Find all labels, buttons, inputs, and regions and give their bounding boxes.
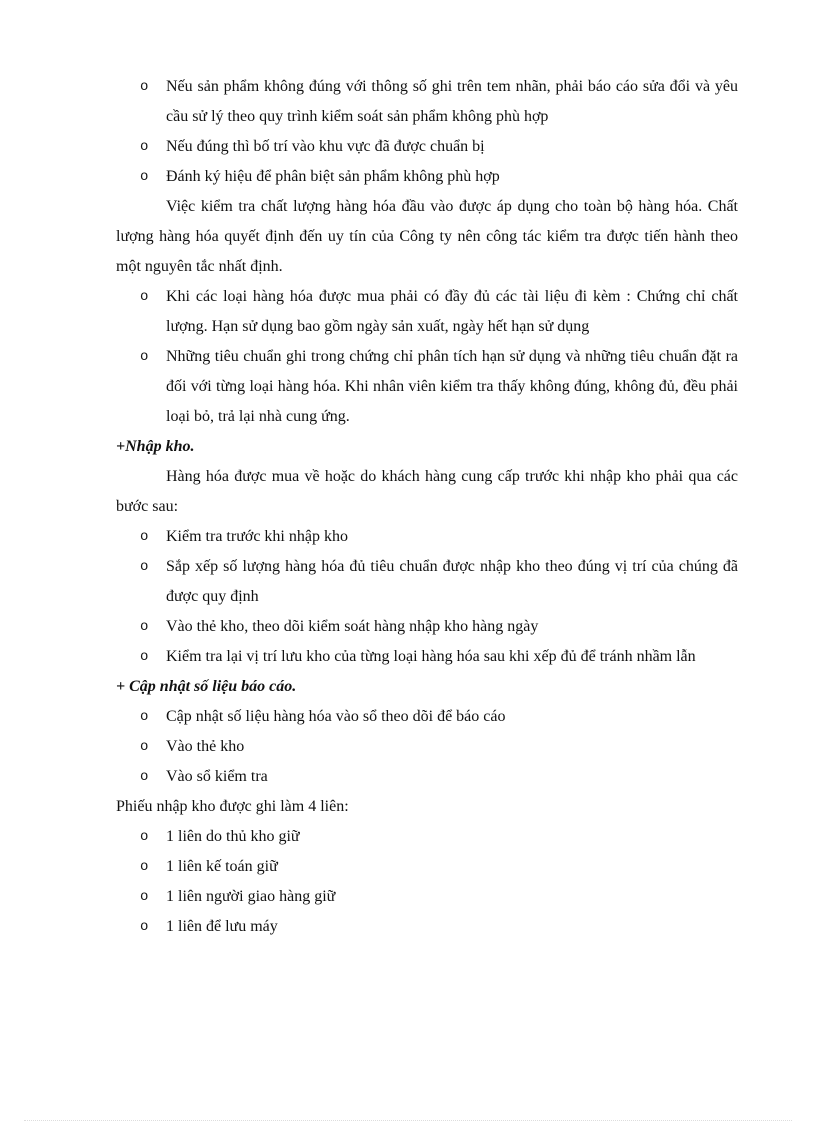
bullet-list-nhap-kho-steps — [116, 522, 738, 672]
list-item: o Vào thẻ kho, theo dõi kiểm soát hàng nhập kho hàng ngày — [116, 612, 738, 642]
bullet-list-cap-nhat — [116, 702, 738, 792]
bullet-icon: o — [140, 289, 149, 305]
bullet-icon: o — [140, 769, 149, 785]
bullet-icon: o — [140, 169, 149, 185]
list-item: o Sắp xếp số lượng hàng hóa đủ tiêu chuẩn được nhập kho theo đúng vị trí của chúng đã được quy định — [116, 552, 738, 612]
list-item: o Khi các loại hàng hóa được mua phải có đầy đủ các tài liệu đi kèm : Chứng chỉ chất lượng. Hạn sử dụng bao gồm ngày sản xuất, ngày hết hạn sử dụng — [116, 282, 738, 342]
bullet-icon: o — [140, 559, 149, 575]
section-heading-cap-nhat: + Cập nhật số liệu báo cáo. — [116, 678, 297, 695]
bullet-icon: o — [140, 529, 149, 545]
list-item: o Nếu sản phẩm không đúng với thông số ghi trên tem nhãn, phải báo cáo sửa đổi và yêu cầu sử lý theo quy trình kiểm soát sản phẩm không phù hợp — [116, 72, 738, 132]
section-heading-nhap-kho: +Nhập kho. — [116, 438, 195, 455]
document-page — [116, 72, 738, 942]
paragraph-nhap-kho: Hàng hóa được mua về hoặc do khách hàng cung cấp trước khi nhập kho phải qua các bước sau: — [116, 468, 738, 515]
list-item: o Đánh ký hiệu để phân biệt sản phẩm không phù hợp — [116, 162, 738, 192]
bullet-icon: o — [140, 619, 149, 635]
list-item: o Vào thẻ kho — [116, 732, 738, 762]
list-item: o 1 liên người giao hàng giữ — [116, 882, 738, 912]
paragraph-phieu-nhap-kho: Phiếu nhập kho được ghi làm 4 liên: — [116, 798, 349, 815]
bullet-icon: o — [140, 829, 149, 845]
list-item: o Vào sổ kiểm tra — [116, 762, 738, 792]
bullet-icon: o — [140, 889, 149, 905]
list-item: o Kiểm tra lại vị trí lưu kho của từng loại hàng hóa sau khi xếp đủ để tránh nhầm lẫn — [116, 642, 738, 672]
page-bottom-divider — [24, 1120, 792, 1121]
bullet-icon: o — [140, 919, 149, 935]
bullet-icon: o — [140, 649, 149, 665]
bullet-icon: o — [140, 739, 149, 755]
list-item: o 1 liên kế toán giữ — [116, 852, 738, 882]
list-item: o Những tiêu chuẩn ghi trong chứng chỉ phân tích hạn sử dụng và những tiêu chuẩn đặt ra đối với từng loại hàng hóa. Khi nhân viên kiểm tra thấy không đúng, không đủ, đều phải loại bỏ, trả lại nhà cung ứng. — [116, 342, 738, 432]
bullet-icon: o — [140, 349, 149, 365]
bullet-icon: o — [140, 79, 149, 95]
bullet-icon: o — [140, 859, 149, 875]
list-item: o Kiểm tra trước khi nhập kho — [116, 522, 738, 552]
bullet-icon: o — [140, 139, 149, 155]
bullet-list-product-check — [116, 72, 738, 192]
list-item: o Nếu đúng thì bố trí vào khu vực đã được chuẩn bị — [116, 132, 738, 162]
list-item: o Cập nhật số liệu hàng hóa vào sổ theo dõi để báo cáo — [116, 702, 738, 732]
paragraph-quality-check: Việc kiểm tra chất lượng hàng hóa đầu vào được áp dụng cho toàn bộ hàng hóa. Chất lượng hàng hóa quyết định đến uy tín của Công ty nên công tác kiểm tra được tiến hành theo một nguyên tắc nhất định. — [116, 198, 738, 275]
list-item: o 1 liên do thủ kho giữ — [116, 822, 738, 852]
bullet-list-lien — [116, 822, 738, 942]
bullet-list-documents — [116, 282, 738, 432]
bullet-icon: o — [140, 709, 149, 725]
list-item: o 1 liên để lưu máy — [116, 912, 738, 942]
